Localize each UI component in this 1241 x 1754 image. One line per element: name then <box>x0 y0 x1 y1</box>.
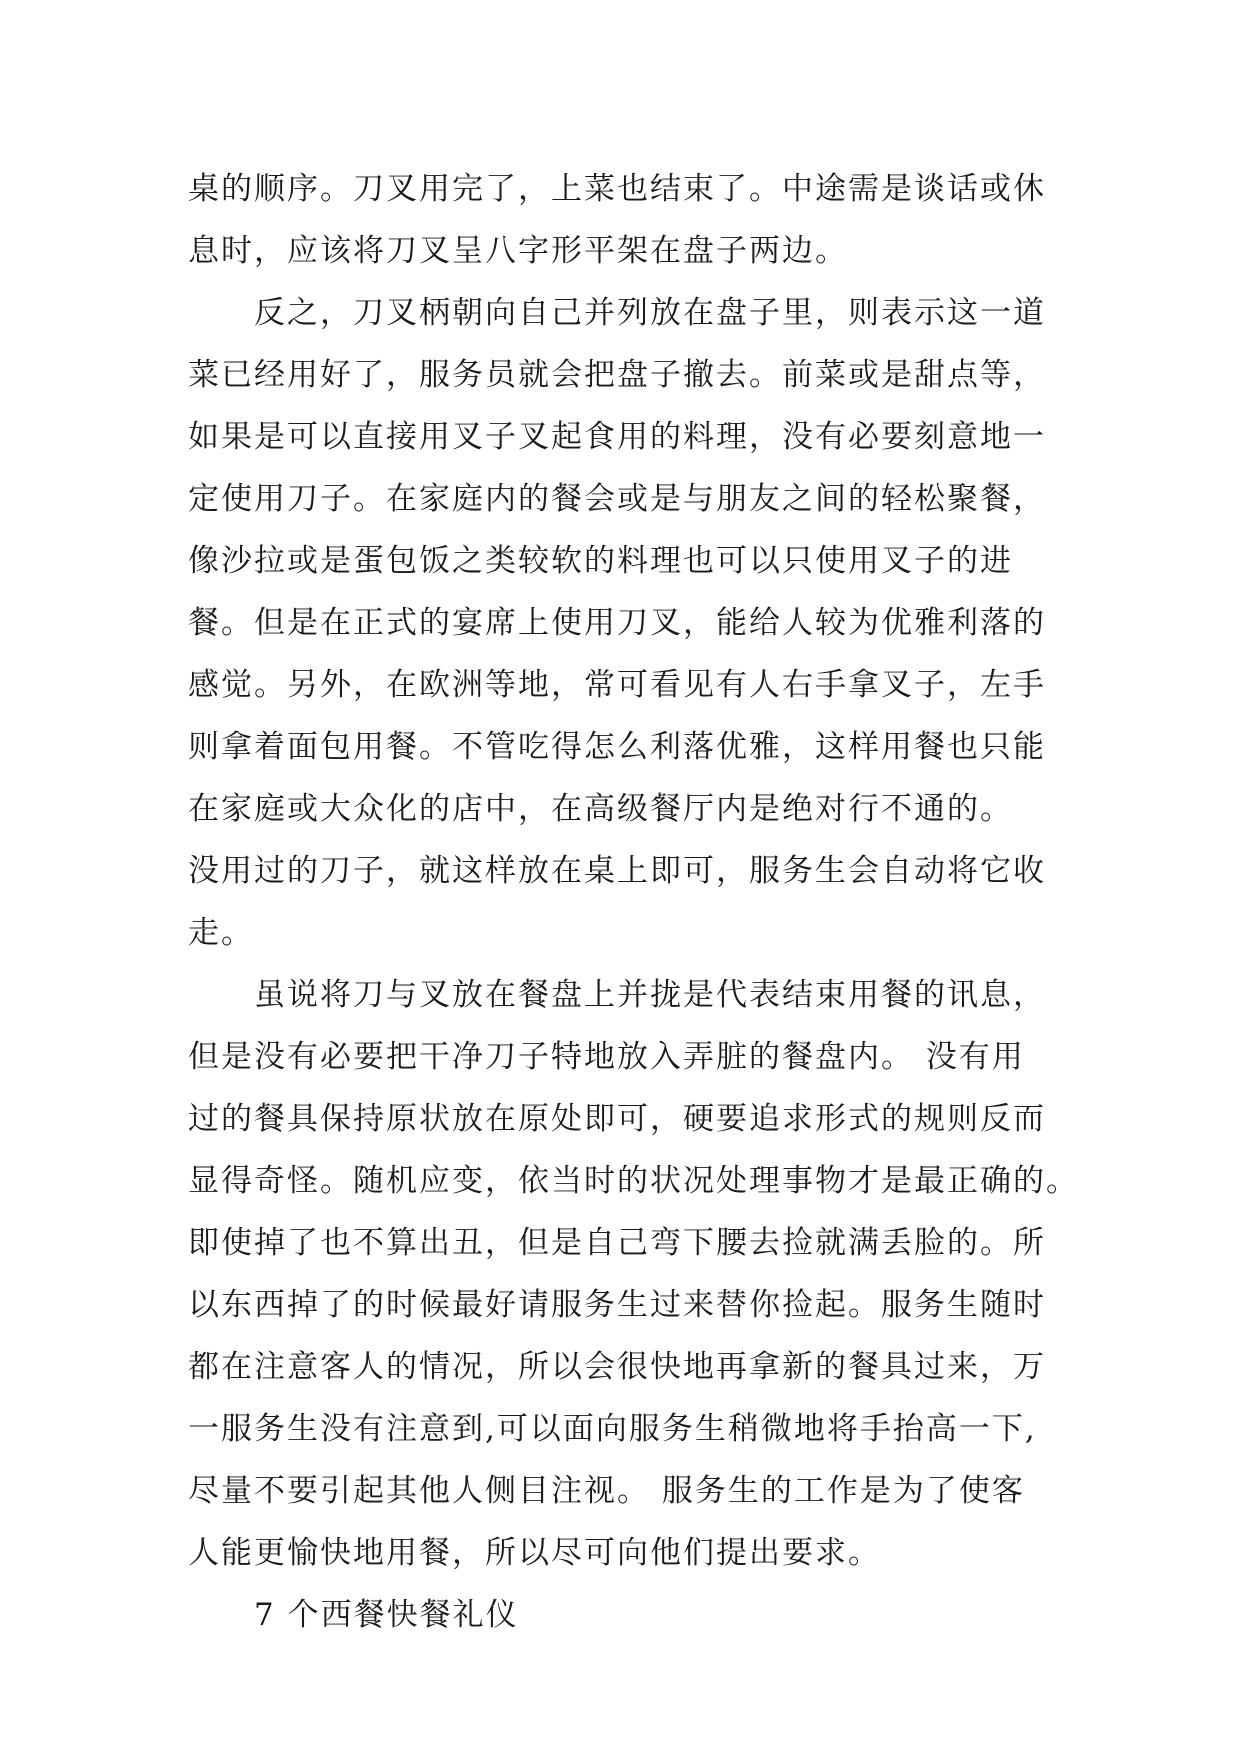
text-line: 人能更愉快地用餐，所以尽可向他们提出要求。 <box>188 1535 881 1571</box>
text-line: 菜已经用好了，服务员就会把盘子撤去。前菜或是甜点等， <box>188 357 1046 393</box>
text-line: 餐。但是在正式的宴席上使用刀叉，能给人较为优雅利落的 <box>188 605 1046 641</box>
text-line: 走。 <box>188 915 254 951</box>
text-line: 一服务生没有注意到,可以面向服务生稍微地将手抬高一下, <box>188 1411 1037 1447</box>
text-line: 即使掉了也不算出丑，但是自己弯下腰去捡就满丢脸的。所 <box>188 1225 1046 1261</box>
text-line: 过的餐具保持原状放在原处即可，硬要追求形式的规则反而 <box>188 1101 1046 1137</box>
text-line: 显得奇怪。随机应变，依当时的状况处理事物才是最正确的。 <box>188 1163 1079 1199</box>
text-line: 如果是可以直接用叉子叉起食用的料理，没有必要刻意地一 <box>188 419 1046 455</box>
text-line: 息时，应该将刀叉呈八字形平架在盘子两边。 <box>188 233 848 269</box>
text-line: 都在注意客人的情况，所以会很快地再拿新的餐具过来，万 <box>188 1349 1046 1385</box>
text-line: 在家庭或大众化的店中，在高级餐厅内是绝对行不通的。 <box>188 791 1013 827</box>
text-line: 定使用刀子。在家庭内的餐会或是与朋友之间的轻松聚餐， <box>188 481 1046 517</box>
paragraph-start-line: 反之，刀叉柄朝向自己并列放在盘子里，则表示这一道 <box>254 295 1046 331</box>
text-line: 桌的顺序。刀叉用完了，上菜也结束了。中途需是谈话或休 <box>188 171 1046 207</box>
text-line: 但是没有必要把干净刀子特地放入弄脏的餐盘内。 没有用 <box>188 1039 1025 1075</box>
text-line: 像沙拉或是蛋包饭之类较软的料理也可以只使用叉子的进 <box>188 543 1013 579</box>
paragraph-start-line: 虽说将刀与叉放在餐盘上并拢是代表结束用餐的讯息， <box>254 977 1046 1013</box>
text-line: 没用过的刀子，就这样放在桌上即可，服务生会自动将它收 <box>188 853 1046 889</box>
text-line: 尽量不要引起其他人侧目注视。 服务生的工作是为了使客 <box>188 1473 1025 1509</box>
text-line: 感觉。另外，在欧洲等地，常可看见有人右手拿叉子，左手 <box>188 667 1046 703</box>
body-text <box>188 158 1079 1646</box>
text-line: 则拿着面包用餐。不管吃得怎么利落优雅，这样用餐也只能 <box>188 729 1046 765</box>
section-heading: 7 个西餐快餐礼仪 <box>254 1597 519 1633</box>
text-line: 以东西掉了的时候最好请服务生过来替你捡起。服务生随时 <box>188 1287 1046 1323</box>
